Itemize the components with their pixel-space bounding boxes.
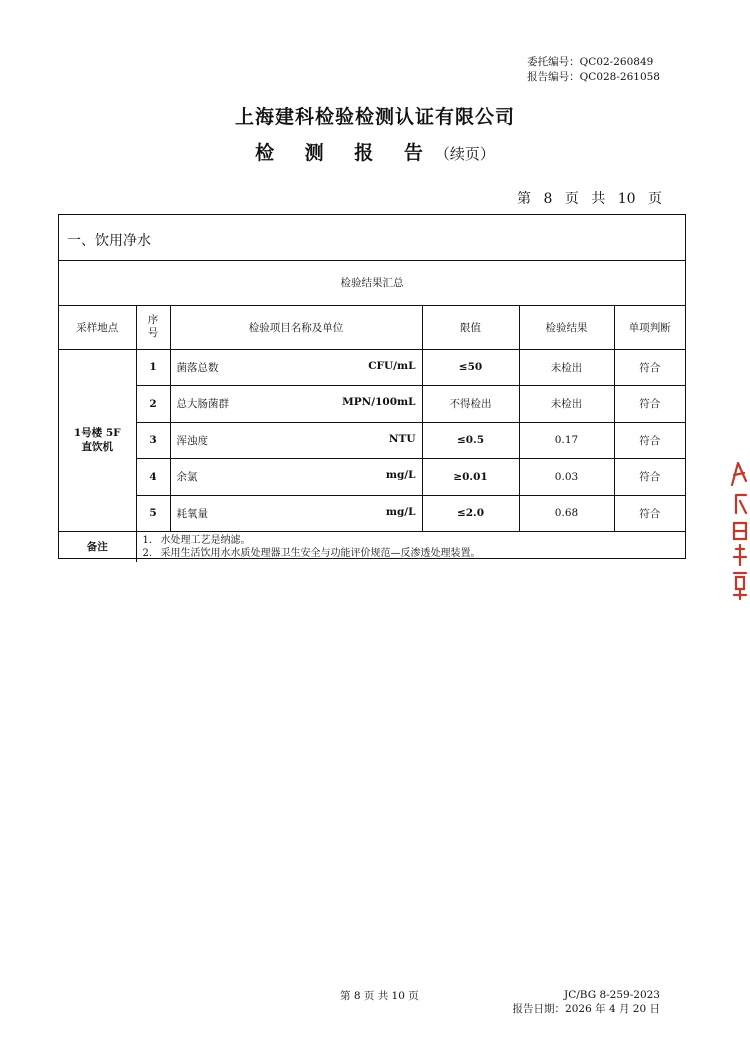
remarks-row: [59, 531, 685, 562]
row-seq: 1: [136, 349, 170, 385]
remark-item: 2. 采用生活饮用水水质处理器卫生安全与功能评价规范—反渗透处理装置。: [142, 547, 481, 559]
table-header-row: [59, 305, 685, 349]
commission-number: 委托编号：QC02-260849: [527, 56, 654, 68]
item-name: 耗氧量: [176, 507, 208, 520]
table-row: [59, 495, 685, 531]
table-row: [59, 422, 685, 458]
row-limit: ≤50: [422, 349, 519, 385]
row-limit: 不得检出: [422, 385, 519, 422]
results-table: [59, 261, 685, 562]
row-result: 未检出: [519, 385, 614, 422]
row-item: [170, 385, 422, 422]
document-code: JC/BG 8-259-2023: [564, 989, 660, 1001]
remarks-label: 备注: [59, 531, 136, 562]
item-name: 菌落总数: [176, 361, 219, 374]
section-title: 一、饮用净水: [59, 215, 685, 261]
header-site: 采样地点: [59, 305, 136, 349]
row-item: [170, 495, 422, 531]
report-date: 报告日期：2026 年 4 月 20 日: [512, 1003, 660, 1015]
report-number: 报告编号：QC028-261058: [527, 71, 660, 83]
report-title: [0, 138, 750, 165]
table-row: [59, 349, 685, 385]
row-limit: ≤2.0: [422, 495, 519, 531]
header-limit: 限值: [422, 305, 519, 349]
item-name: 余氯: [176, 471, 198, 483]
row-seq: 5: [136, 495, 170, 531]
row-seq: 4: [136, 458, 170, 495]
table-caption: 检验结果汇总: [59, 261, 685, 305]
header-result: 检验结果: [519, 305, 614, 349]
seal-stamp: [728, 455, 750, 605]
row-item: [170, 458, 422, 495]
row-item: [170, 422, 422, 458]
item-unit: mg/L: [385, 505, 416, 518]
row-result: 0.17: [519, 422, 614, 458]
item-name: 总大肠菌群: [176, 398, 229, 410]
row-limit: ≥0.01: [422, 458, 519, 495]
item-unit: MPN/100mL: [342, 396, 416, 408]
table-row: [59, 458, 685, 495]
report-identifiers: [527, 55, 660, 85]
row-item: [170, 349, 422, 385]
remarks-content: [136, 531, 685, 562]
row-result: 0.03: [519, 458, 614, 495]
item-unit: CFU/mL: [368, 359, 416, 372]
row-result: 未检出: [519, 349, 614, 385]
report-title-sub: （续页）: [434, 145, 495, 163]
row-judgment: 符合: [614, 495, 685, 531]
results-box: [58, 214, 686, 559]
header-seq: 序号: [136, 305, 170, 349]
row-seq: 2: [136, 385, 170, 422]
table-row: [59, 385, 685, 422]
footer-page-number: 第 8 页 共 10 页: [340, 990, 419, 1002]
table-caption-row: [59, 261, 685, 305]
company-name: 上海建科检验检测认证有限公司: [234, 106, 515, 128]
footer-info: [513, 988, 660, 1016]
row-judgment: 符合: [614, 458, 685, 495]
row-seq: 3: [136, 422, 170, 458]
header-item: 检验项目名称及单位: [170, 305, 422, 349]
row-judgment: 符合: [614, 385, 685, 422]
remark-item: 1. 水处理工艺是纳滤。: [142, 534, 251, 546]
item-unit: mg/L: [385, 469, 416, 481]
row-judgment: 符合: [614, 422, 685, 458]
row-result: 0.68: [519, 495, 614, 531]
item-unit: NTU: [388, 432, 416, 445]
item-name: 浑浊度: [176, 434, 208, 447]
row-limit: ≤0.5: [422, 422, 519, 458]
page-indicator: 第 8 页 共 10 页: [517, 191, 662, 207]
row-judgment: 符合: [614, 349, 685, 385]
report-title-main: 检 测 报 告: [255, 142, 435, 164]
header-judgment: 单项判断: [614, 305, 685, 349]
sampling-site: 1号楼 5F 直饮机: [59, 349, 136, 531]
